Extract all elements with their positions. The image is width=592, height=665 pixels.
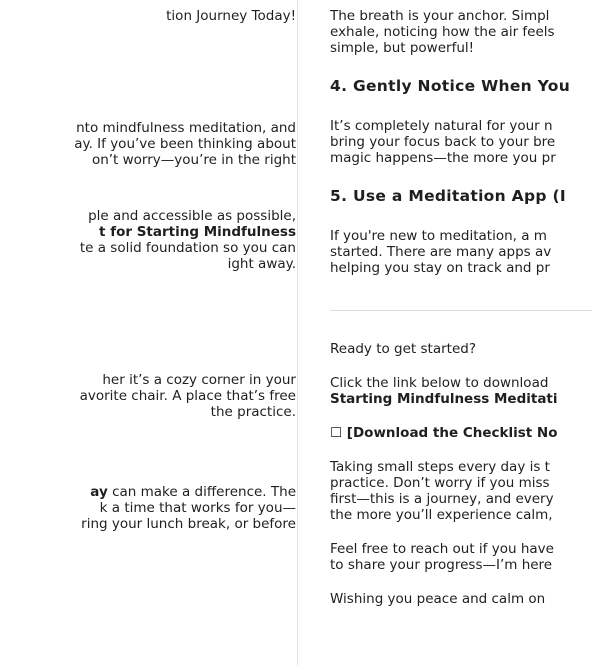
right-page-column bbox=[299, 0, 592, 665]
reach-line-1: Feel free to reach out if you have bbox=[330, 541, 554, 557]
app-line-2: started. There are many apps av bbox=[330, 244, 552, 260]
guide-line-3: te a solid foundation so you can bbox=[79, 240, 296, 256]
app-line-3: helping you stay on track and pr bbox=[330, 260, 550, 276]
ready-text: Ready to get started? bbox=[330, 341, 476, 357]
steps-line-3: first—this is a journey, and every bbox=[330, 491, 554, 507]
app-line-1: If you're new to meditation, a m bbox=[330, 228, 547, 244]
time-line-1 bbox=[90, 485, 296, 500]
notice-line-1: It’s completely natural for your n bbox=[330, 118, 553, 134]
guide-line-2-bold: t for Starting Mindfulness bbox=[99, 224, 296, 240]
download-checklist-link[interactable]: ☐ [Download the Checklist No bbox=[330, 425, 558, 441]
breath-line-3: simple, but powerful! bbox=[330, 40, 475, 56]
click-line-bold: Starting Mindfulness Meditati bbox=[330, 391, 558, 407]
breath-line-1: The breath is your anchor. Simpl bbox=[330, 8, 550, 24]
space-line-2: avorite chair. A place that’s free bbox=[79, 388, 296, 404]
space-line-1: her it’s a cozy corner in your bbox=[102, 372, 296, 388]
heading-app: 5. Use a Meditation App (I bbox=[330, 187, 566, 205]
breath-line-2: exhale, noticing how the air feels bbox=[330, 24, 555, 40]
heading-notice: 4. Gently Notice When You bbox=[330, 77, 571, 95]
reach-line-2: to share your progress—I’m here bbox=[330, 557, 553, 573]
intro-line-1: nto mindfulness meditation, and bbox=[76, 120, 296, 136]
steps-line-1: Taking small steps every day is t bbox=[330, 459, 550, 475]
notice-line-3: magic happens—the more you pr bbox=[330, 150, 556, 166]
space-line-3: the practice. bbox=[210, 404, 296, 420]
time-line-2: k a time that works for you— bbox=[99, 500, 296, 516]
time-line-1-bold: ay bbox=[90, 484, 108, 500]
horizontal-rule bbox=[330, 310, 592, 311]
page-divider bbox=[297, 0, 298, 665]
steps-line-2: practice. Don’t worry if you miss bbox=[330, 475, 550, 491]
title-fragment: tion Journey Today! bbox=[166, 8, 296, 24]
intro-line-3: on’t worry—you’re in the right bbox=[91, 152, 296, 168]
wishing-line: Wishing you peace and calm on bbox=[330, 591, 546, 607]
notice-line-2: bring your focus back to your bre bbox=[330, 134, 556, 150]
time-line-1-rest: can make a difference. The bbox=[107, 484, 296, 500]
time-line-3: ring your lunch break, or before bbox=[81, 516, 296, 532]
guide-line-4: ight away. bbox=[227, 256, 296, 272]
click-line: Click the link below to download bbox=[330, 375, 549, 391]
intro-line-2: ay. If you’ve been thinking about bbox=[74, 136, 296, 152]
guide-line-1: ple and accessible as possible, bbox=[88, 208, 296, 224]
steps-line-4: the more you’ll experience calm, bbox=[330, 507, 553, 523]
